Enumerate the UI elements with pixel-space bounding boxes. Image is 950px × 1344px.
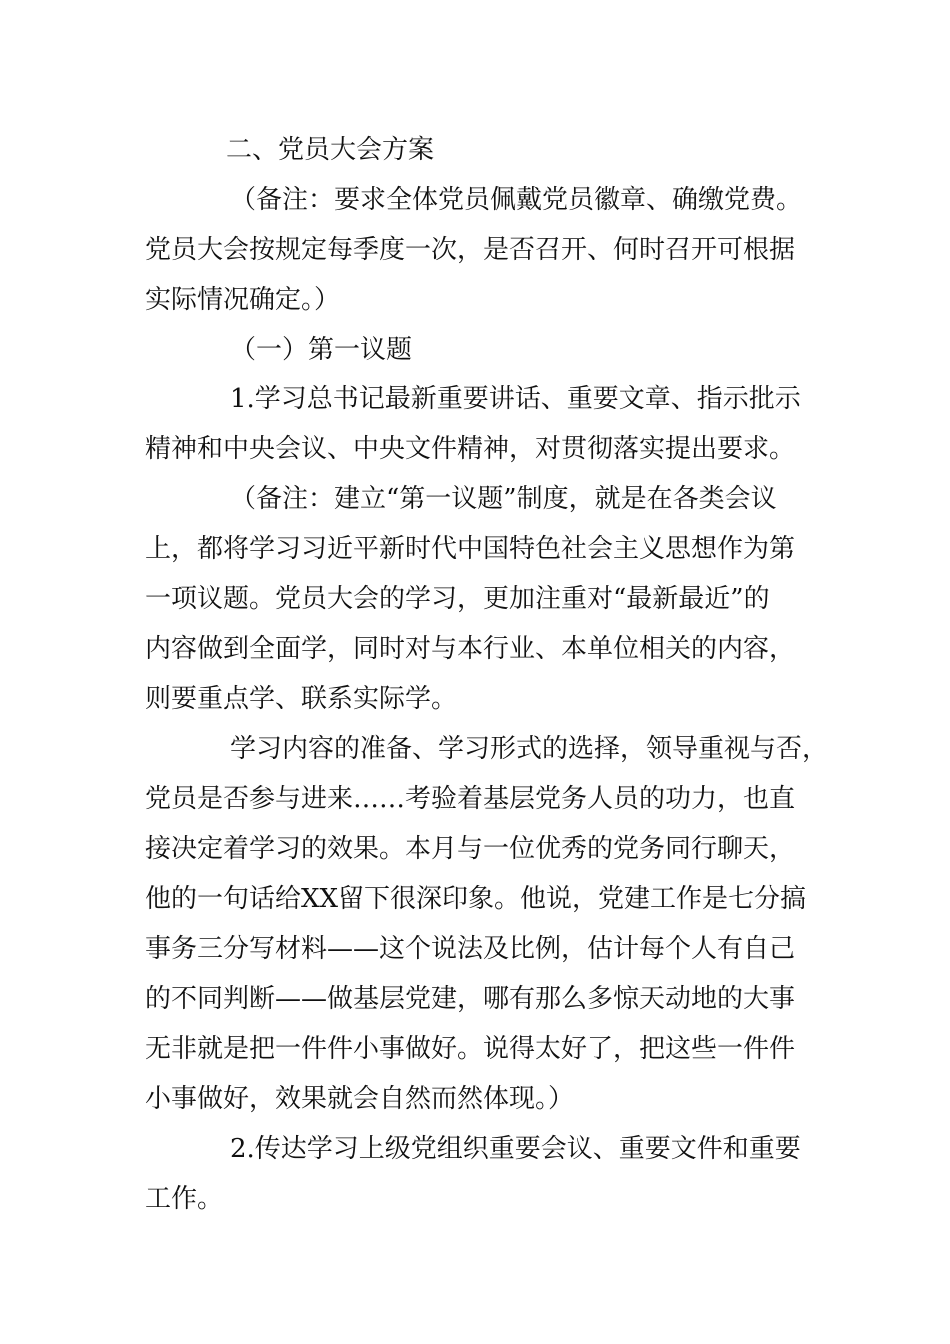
paragraph-line: 精神和中央会议、中央文件精神，对贯彻落实提出要求。 bbox=[145, 434, 796, 464]
paragraph-line: 内容做到全面学，同时对与本行业、本单位相关的内容， bbox=[145, 634, 796, 664]
paragraph-line: 2.传达学习上级党组织重要会议、重要文件和重要 bbox=[230, 1134, 801, 1164]
paragraph-line: 党员是否参与进来……考验着基层党务人员的功力，也直 bbox=[145, 784, 796, 814]
paragraph-line: 实际情况确定。） bbox=[145, 285, 341, 315]
paragraph-line: 他的一句话给XX留下很深印象。他说，党建工作是七分搞 bbox=[145, 884, 807, 914]
paragraph-line: （备注：要求全体党员佩戴党员徽章、确缴党费。 bbox=[230, 185, 803, 215]
paragraph-line: 工作。 bbox=[145, 1184, 224, 1214]
section-heading: 二、党员大会方案 bbox=[226, 135, 435, 165]
paragraph-line: 事务三分写材料——这个说法及比例，估计每个人有自己 bbox=[145, 934, 796, 964]
paragraph-line: 无非就是把一件件小事做好。说得太好了，把这些一件件 bbox=[145, 1034, 796, 1064]
paragraph-line: 学习内容的准备、学习形式的选择，领导重视与否， bbox=[230, 734, 829, 764]
paragraph-line: 则要重点学、联系实际学。 bbox=[145, 684, 458, 714]
paragraph-line: 1.学习总书记最新重要讲话、重要文章、指示批示 bbox=[230, 384, 801, 414]
paragraph-line: 上，都将学习习近平新时代中国特色社会主义思想作为第 bbox=[145, 534, 796, 564]
paragraph-line: 接决定着学习的效果。本月与一位优秀的党务同行聊天， bbox=[145, 834, 796, 864]
paragraph-line: 党员大会按规定每季度一次，是否召开、何时召开可根据 bbox=[145, 235, 796, 265]
paragraph-line: 一项议题。党员大会的学习，更加注重对“最新最近”的 bbox=[145, 584, 770, 614]
subsection-heading: （一）第一议题 bbox=[230, 335, 413, 365]
paragraph-line: 的不同判断——做基层党建，哪有那么多惊天动地的大事 bbox=[145, 984, 796, 1014]
paragraph-line: 小事做好，效果就会自然而然体现。） bbox=[145, 1084, 575, 1114]
paragraph-line: （备注：建立“第一议题”制度，就是在各类会议 bbox=[230, 484, 777, 514]
